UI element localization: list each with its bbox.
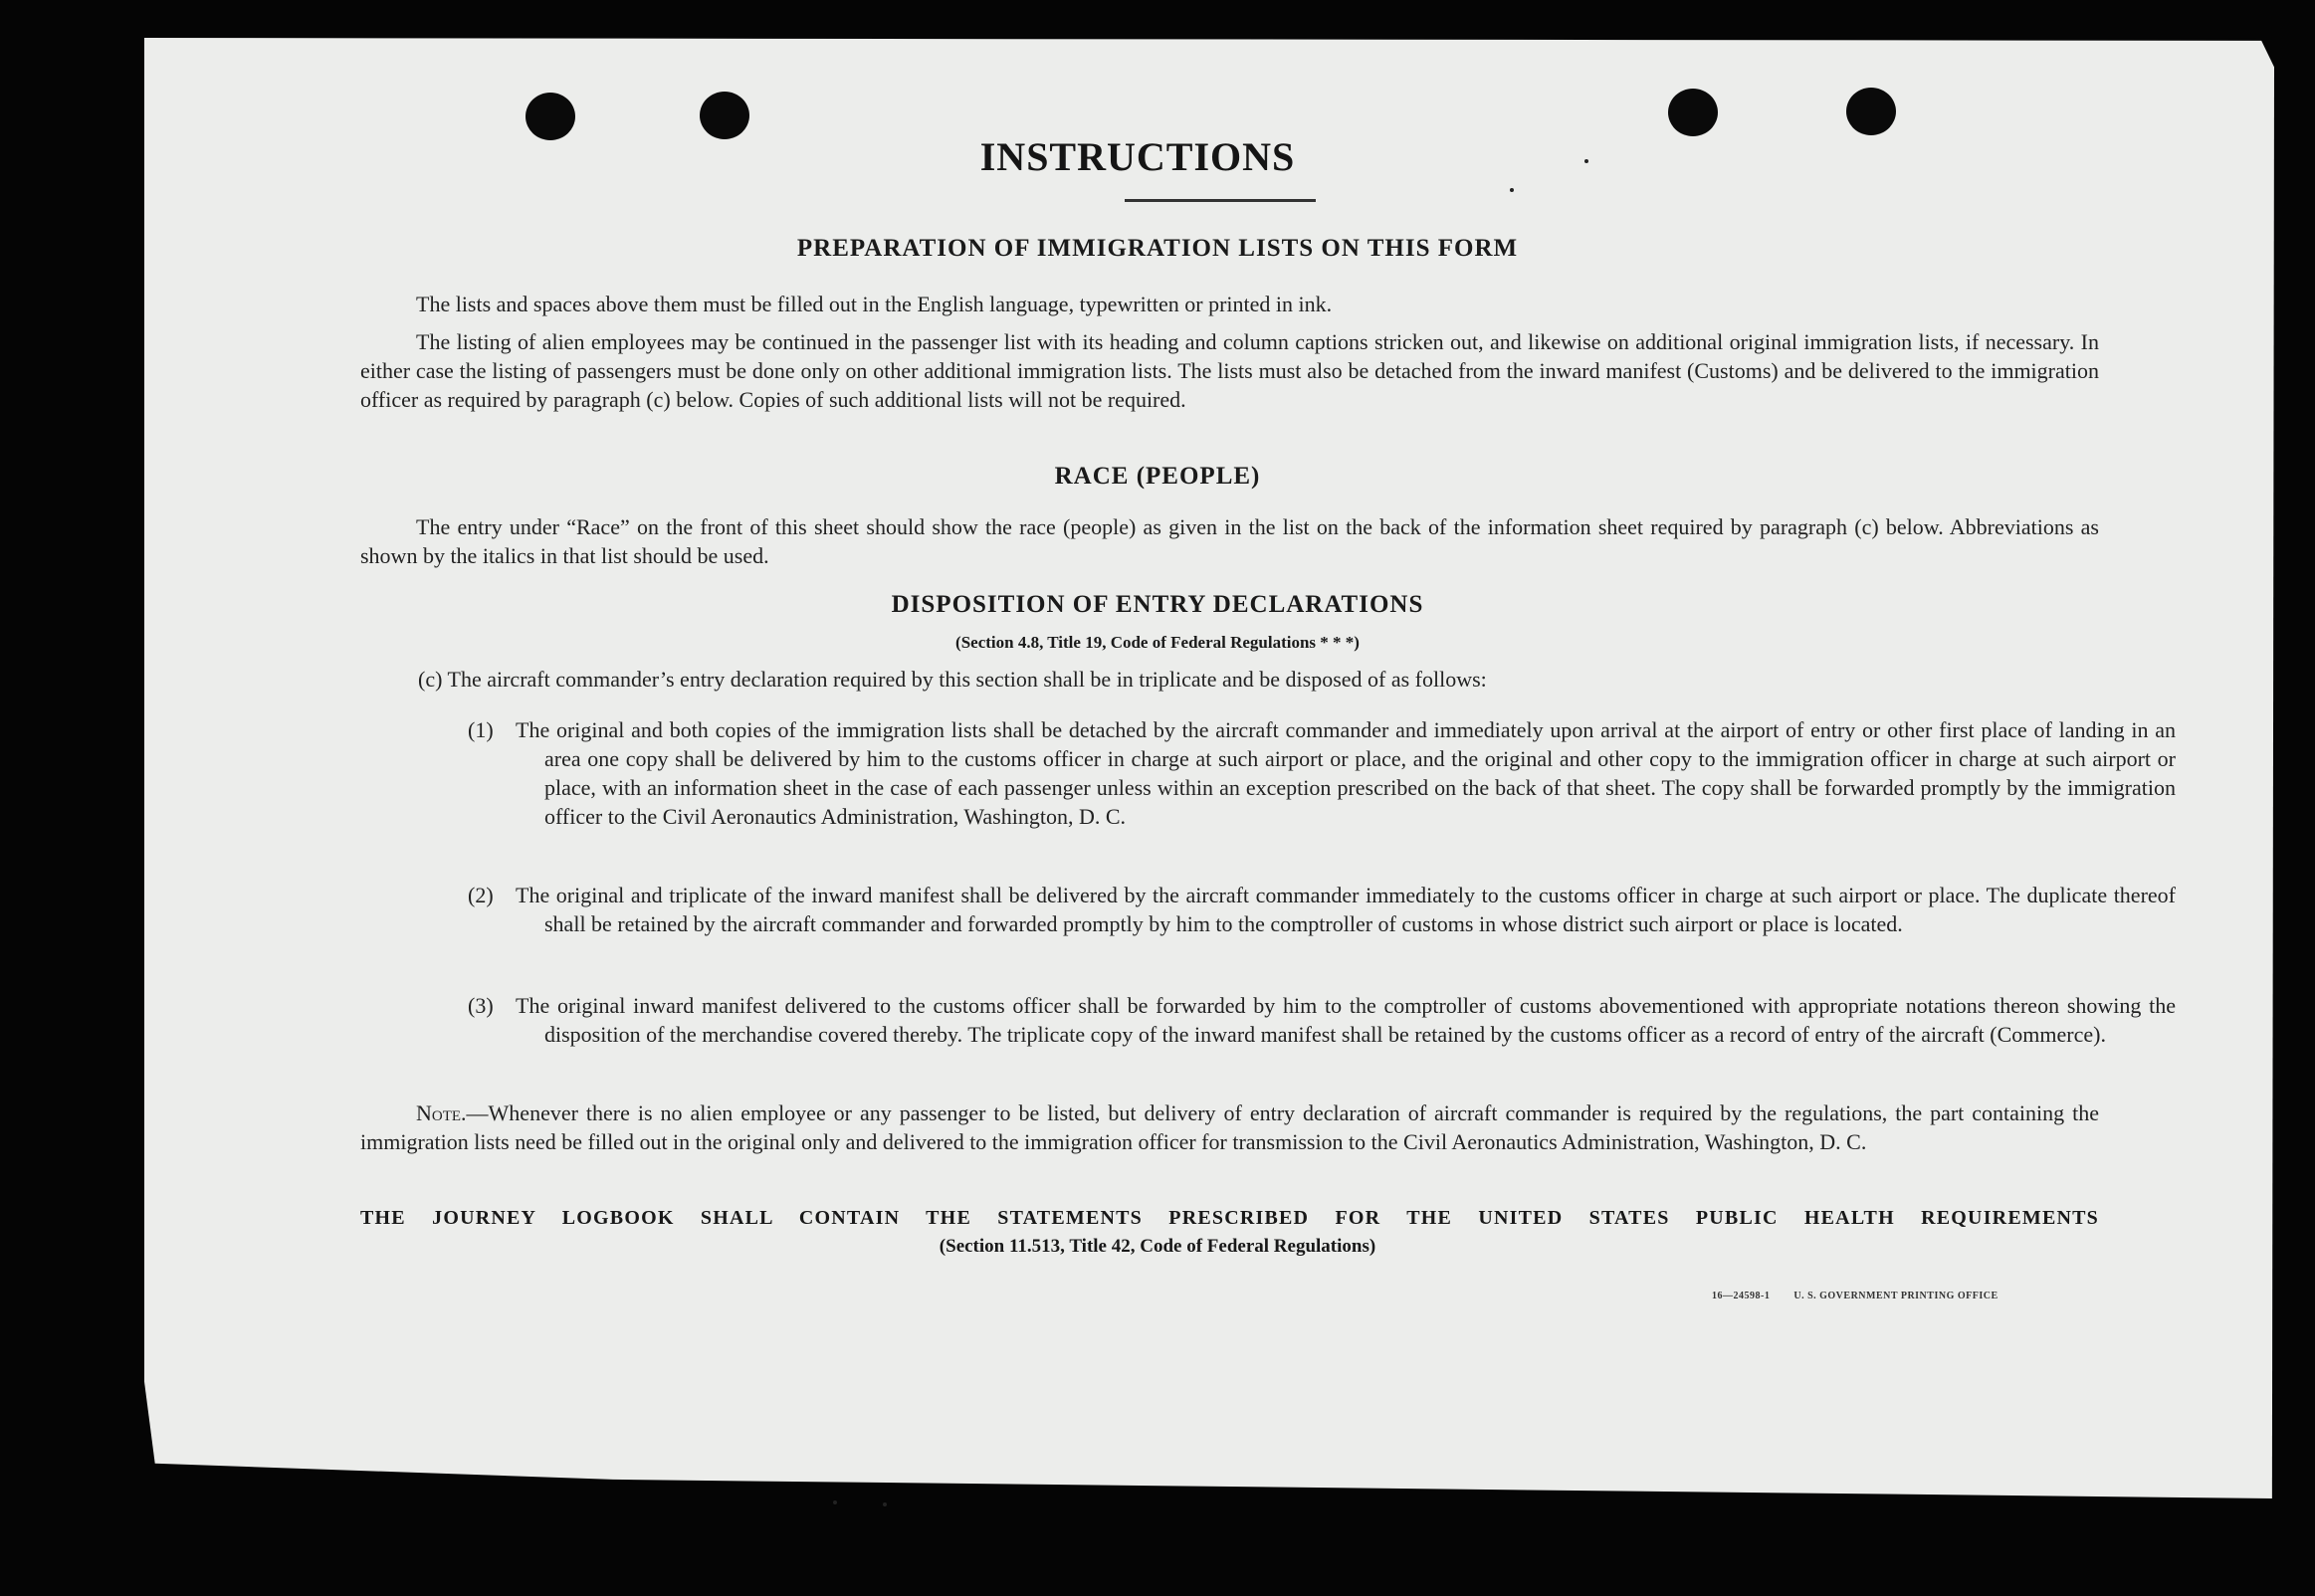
scan-speck (1584, 159, 1588, 163)
disposition-item-2 (468, 881, 2176, 938)
disposition-item-1 (468, 715, 2176, 831)
preparation-heading: PREPARATION OF IMMIGRATION LISTS ON THIS FORM (796, 235, 1519, 262)
punch-hole-4 (1846, 88, 1896, 135)
printer-name: U. S. GOVERNMENT PRINTING OFFICE (1793, 1291, 1999, 1301)
note-paragraph (360, 1098, 2099, 1156)
disposition-subheading: (Section 4.8, Title 19, Code of Federal Regulations * * *) (955, 633, 1360, 652)
note-label: Note. (416, 1100, 467, 1125)
preparation-paragraph-1: The lists and spaces above them must be filled out in the English language, typewritten or printed in ink. (416, 292, 1333, 316)
item-number: (1) (468, 717, 494, 742)
form-number: 16—24598-1 (1712, 1291, 1771, 1301)
item-number: (2) (468, 883, 494, 907)
disposition-heading: DISPOSITION OF ENTRY DECLARATIONS (891, 591, 1424, 618)
scan-speck (883, 1502, 887, 1506)
title-rule (1125, 199, 1316, 202)
print-code (1712, 1291, 1999, 1301)
race-paragraph: The entry under “Race” on the front of this sheet should show the race (people) as given in the list on the back of the information sheet required by paragraph (c) below. Abbreviations as shown by the italics in that list should be used. (360, 514, 2099, 568)
item-text: The original inward manifest delivered to the customs officer shall be forwarded by him to the comptroller of customs abovementioned with appropriate notations thereon showing the disposition of the merchandise covered thereby. The triplicate copy of the inward manifest shall be retained by the customs officer as a record of entry of the aircraft (Commerce). (516, 993, 2176, 1047)
scan-speck (833, 1500, 837, 1504)
item-text: The original and both copies of the immigration lists shall be detached by the aircraft commander and immediately upon arrival at the airport of entry or other first place of landing in an area one copy shall be delivered by him to the customs officer in charge at such airport or place, and the original and other copy to the immigration officer in charge at such airport or place, with an information sheet in the case of each passenger unless within an exception prescribed on the back of that sheet. The copy shall be forwarded promptly by the immigration officer to the Civil Aeronautics Administration, Washington, D. C. (516, 717, 2176, 829)
disposition-item-3 (468, 991, 2176, 1049)
punch-hole-3 (1668, 89, 1718, 136)
punch-hole-2 (700, 92, 749, 139)
scan-speck (1510, 188, 1514, 192)
page-title: INSTRUCTIONS (979, 134, 1296, 179)
preparation-paragraph-2: The listing of alien employees may be continued in the passenger list with its heading and column captions stricken out, and likewise on additional original immigration lists, if necessary. In either case the listing of passengers must be done only on other additional immigration lists. The lists must also be detached from the inward manifest (Customs) and be delivered to the immigration officer as required by paragraph (c) below. Copies of such additional lists will not be required. (360, 329, 2099, 412)
note-text: —Whenever there is no alien employee or any passenger to be listed, but delivery of entry declaration of aircraft commander is required by the regulations, the part containing the immigration lists need be filled out in the original only and delivered to the immigration officer for transmission to the Civil Aeronautics Administration, Washington, D. C. (360, 1100, 2099, 1154)
footer-requirements: THE JOURNEY LOGBOOK SHALL CONTAIN THE STATEMENTS PRESCRIBED FOR THE UNITED STATES PUBLIC HEALTH REQUIREMENTS (360, 1207, 2099, 1229)
item-text: The original and triplicate of the inward manifest shall be delivered by the aircraft commander immediately to the customs officer in charge at such airport or place. The duplicate thereof shall be retained by the aircraft commander and forwarded promptly by him to the comptroller of customs in whose district such airport or place is located. (516, 883, 2176, 936)
race-heading: RACE (PEOPLE) (1054, 463, 1261, 490)
disposition-lead: (c) The aircraft commander’s entry declaration required by this section shall be in triplicate and be disposed of as follows: (418, 667, 1487, 692)
item-number: (3) (468, 993, 494, 1018)
footer-citation: (Section 11.513, Title 42, Code of Federal Regulations) (939, 1236, 1376, 1257)
